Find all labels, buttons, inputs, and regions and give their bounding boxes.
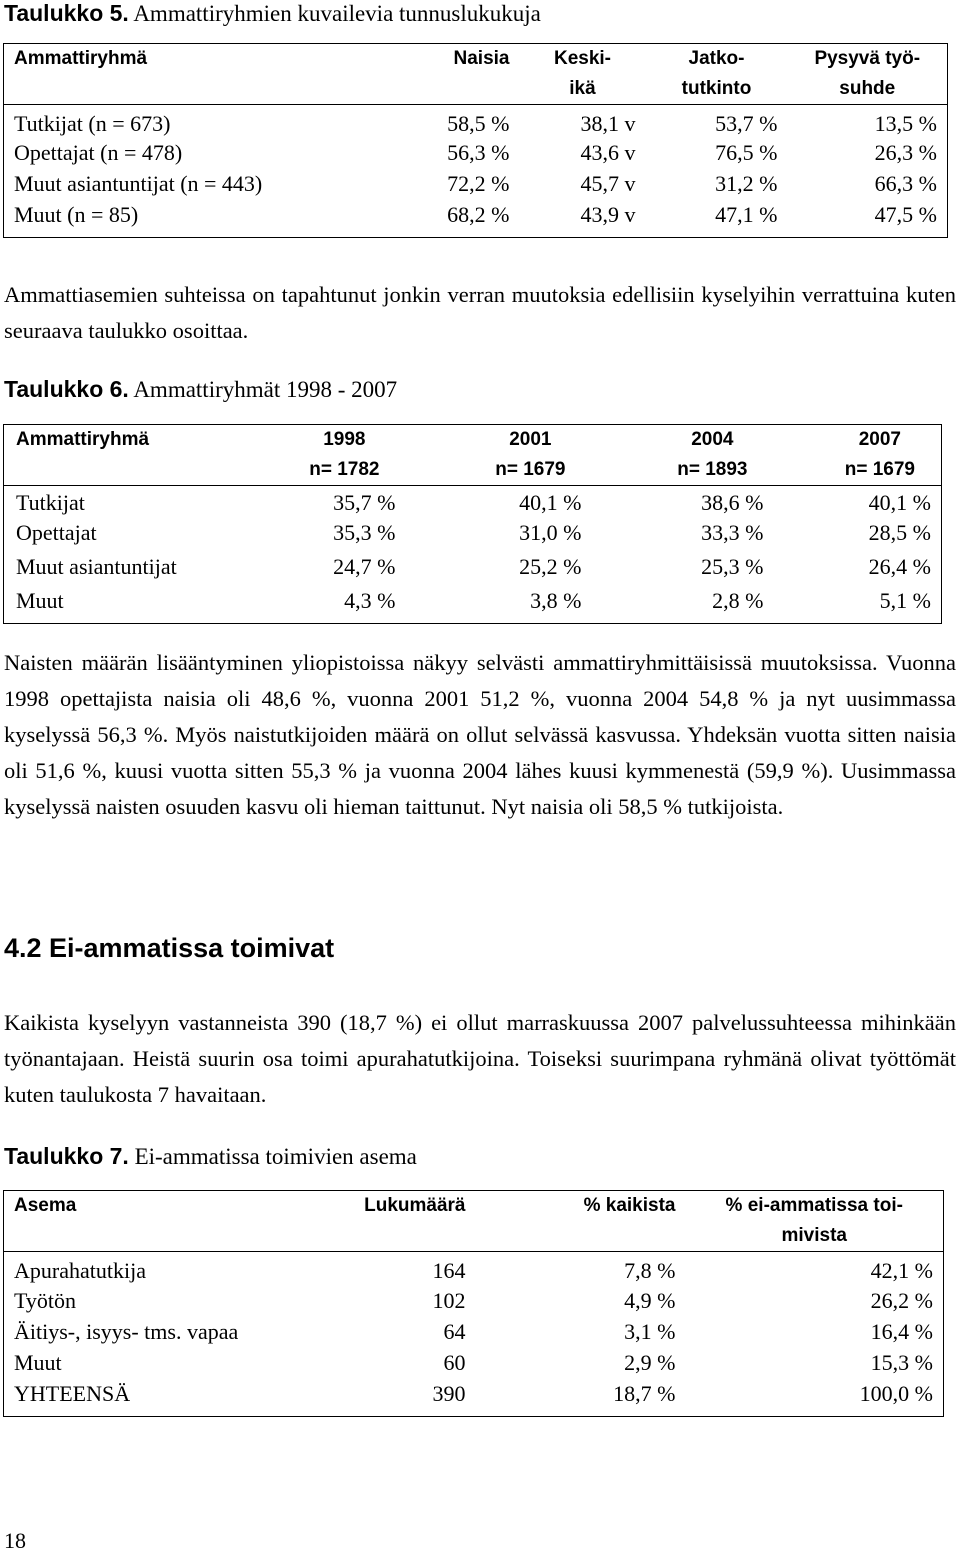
table5-cell: 47,5 % [874,201,937,227]
page-number: 18 [4,1528,26,1553]
table6-cell: 40,1 % [519,490,582,515]
table7-header-count: Lukumäärä [316,1191,476,1252]
table7-cell: 15,3 % [870,1349,933,1375]
table5-cell: 13,5 % [874,111,937,136]
table7-cell: 4,9 % [624,1287,676,1313]
table6-cell: Opettajat [16,519,97,545]
table7-header-row [4,1191,944,1252]
table7-cell: 3,1 % [624,1318,676,1344]
table7-caption-label: Taulukko 7. [4,1143,129,1169]
table-row [4,1381,944,1417]
table7-cell: Työtön [14,1287,77,1313]
table5-header-group: Ammattiryhmä [4,44,334,105]
table5-caption-label: Taulukko 5. [4,0,129,26]
table7-caption [4,1143,417,1170]
table7-cell: 18,7 % [613,1380,676,1406]
table7-cell: 42,1 % [870,1258,933,1283]
table5 [3,43,948,238]
table7-cell: 26,2 % [870,1287,933,1313]
table5-header-degree: Jatko- tutkinto [646,44,788,105]
table6-cell: 28,5 % [868,519,931,545]
table5-cell: Muut (n = 85) [14,201,139,227]
table6 [3,424,942,624]
table6-cell: Muut [16,587,64,613]
table6-header-group: Ammattiryhmä [4,425,236,486]
table6-cell: 40,1 % [868,490,931,515]
table-row [4,1319,944,1350]
table6-cell: 25,2 % [519,553,582,579]
table7-cell: Muut [14,1349,62,1375]
table6-cell: 26,4 % [868,553,931,579]
table5-cell: 45,7 v [580,170,636,196]
table7-cell: 7,8 % [624,1258,676,1283]
table-row [4,486,942,520]
table7-cell: 390 [432,1380,466,1406]
table5-cell: 58,5 % [447,111,510,136]
table7-cell: 102 [432,1287,466,1313]
paragraph-3: Kaikista kyselyyn vastanneista 390 (18,7 %) ei ollut marraskuussa 2007 palvelussuhteessa mihinkään työnantajaan. Heistä suurin osa toimi apurahatutkijoina. Toiseksi suurimpana ryhmänä olivat työttömät kuten taulukosta 7 havaitaan. [4,1010,956,1107]
table6-cell: 38,6 % [701,490,764,515]
table5-cell: 72,2 % [447,170,510,196]
table-row [4,105,948,140]
table5-cell: 53,7 % [715,111,778,136]
table6-header-2004: 2004 n= 1893 [592,425,774,486]
table7-header-pct-all: % kaikista [476,1191,686,1252]
table-row [4,171,948,202]
table5-cell: 56,3 % [447,139,510,165]
table-row [4,1288,944,1319]
table6-cell: 2,8 % [712,587,764,613]
table7-cell: Apurahatutkija [14,1258,146,1283]
table-row [4,520,942,554]
table-row [4,554,942,588]
table5-caption-text: Ammattiryhmien kuvailevia tunnuslukukuja [133,1,541,26]
table5-header-women: Naisia [334,44,520,105]
table6-cell: 35,7 % [333,490,396,515]
table7-cell: 2,9 % [624,1349,676,1375]
table5-cell: 66,3 % [874,170,937,196]
table5-caption [4,0,541,27]
table5-cell: 47,1 % [715,201,778,227]
table-row [4,1252,944,1288]
table6-caption-text: Ammattiryhmät 1998 - 2007 [133,377,398,402]
table7 [3,1190,944,1417]
table5-cell: 26,3 % [874,139,937,165]
table7-cell: 16,4 % [870,1318,933,1344]
table6-cell: 5,1 % [879,587,931,613]
table7-cell: 60 [443,1349,466,1375]
table6-cell: 31,0 % [519,519,582,545]
table7-cell: YHTEENSÄ [14,1380,131,1406]
table5-cell: 38,1 v [580,111,636,136]
table5-cell: 76,5 % [715,139,778,165]
table5-cell: 43,6 v [580,139,636,165]
table5-cell: Muut asiantuntijat (n = 443) [14,170,263,196]
table6-cell: Muut asiantuntijat [16,553,177,579]
paragraph-2: Naisten määrän lisääntyminen yliopistoissa näkyy selvästi ammattiryhmittäisissä muutoksissa. Vuonna 1998 opettajista naisia oli 48,6 %, vuonna 2001 51,2 %, vuonna 2004 54,8 % ja nyt uusimmassa kyselyssä 56,3 %. Myös naistutkijoiden määrä on ollut selvässä kasvussa. Yhdeksän vuotta sitten naisia oli 51,6 %, kuusi vuotta sitten 55,3 % ja vuonna 2004 lähes kuusi kymmenestä (59,9 %). Uusimmassa kyselyssä naisten osuuden kasvu oli hieman taittunut. Nyt naisia oli 58,5 % tutkijoista. [4,650,956,819]
table6-header-2001: 2001 n= 1679 [406,425,592,486]
table7-cell: 64 [443,1318,466,1344]
table6-caption-label: Taulukko 6. [4,376,129,402]
table6-caption [4,376,397,403]
table5-cell: 68,2 % [447,201,510,227]
table7-caption-text: Ei-ammatissa toimivien asema [134,1144,417,1169]
table7-header-status: Asema [4,1191,316,1252]
table6-cell: 25,3 % [701,553,764,579]
table-row [4,1350,944,1381]
table6-cell: Tutkijat [16,490,85,515]
section-heading: 4.2 Ei-ammatissa toimivat [4,933,335,963]
table5-header-age: Keski- ikä [520,44,646,105]
table6-cell: 3,8 % [530,587,582,613]
table7-cell: 100,0 % [859,1380,933,1406]
table7-cell: 164 [432,1258,466,1283]
table5-cell: 43,9 v [580,201,636,227]
table6-header-row [4,425,942,486]
table6-cell: 35,3 % [333,519,396,545]
table7-header-pct-nonemployed: % ei-ammatissa toi- mivista [686,1191,944,1252]
table6-cell: 4,3 % [344,587,396,613]
table6-header-2007: 2007 n= 1679 [774,425,942,486]
table7-cell: Äitiys-, isyys- tms. vapaa [14,1318,239,1344]
table6-header-1998: 1998 n= 1782 [236,425,406,486]
table6-cell: 33,3 % [701,519,764,545]
table5-cell: Opettajat (n = 478) [14,139,183,165]
table-row [4,588,942,624]
paragraph-1: Ammattiasemien suhteissa on tapahtunut jonkin verran muutoksia edellisiin kyselyihin verrattuina kuten seuraava taulukko osoittaa. [4,282,956,343]
table5-cell: 31,2 % [715,170,778,196]
table-row [4,202,948,238]
table-row [4,140,948,171]
table5-header-permanent: Pysyvä työ- suhde [788,44,948,105]
table6-cell: 24,7 % [333,553,396,579]
table5-cell: Tutkijat (n = 673) [14,111,171,136]
table5-header-row [4,44,948,105]
